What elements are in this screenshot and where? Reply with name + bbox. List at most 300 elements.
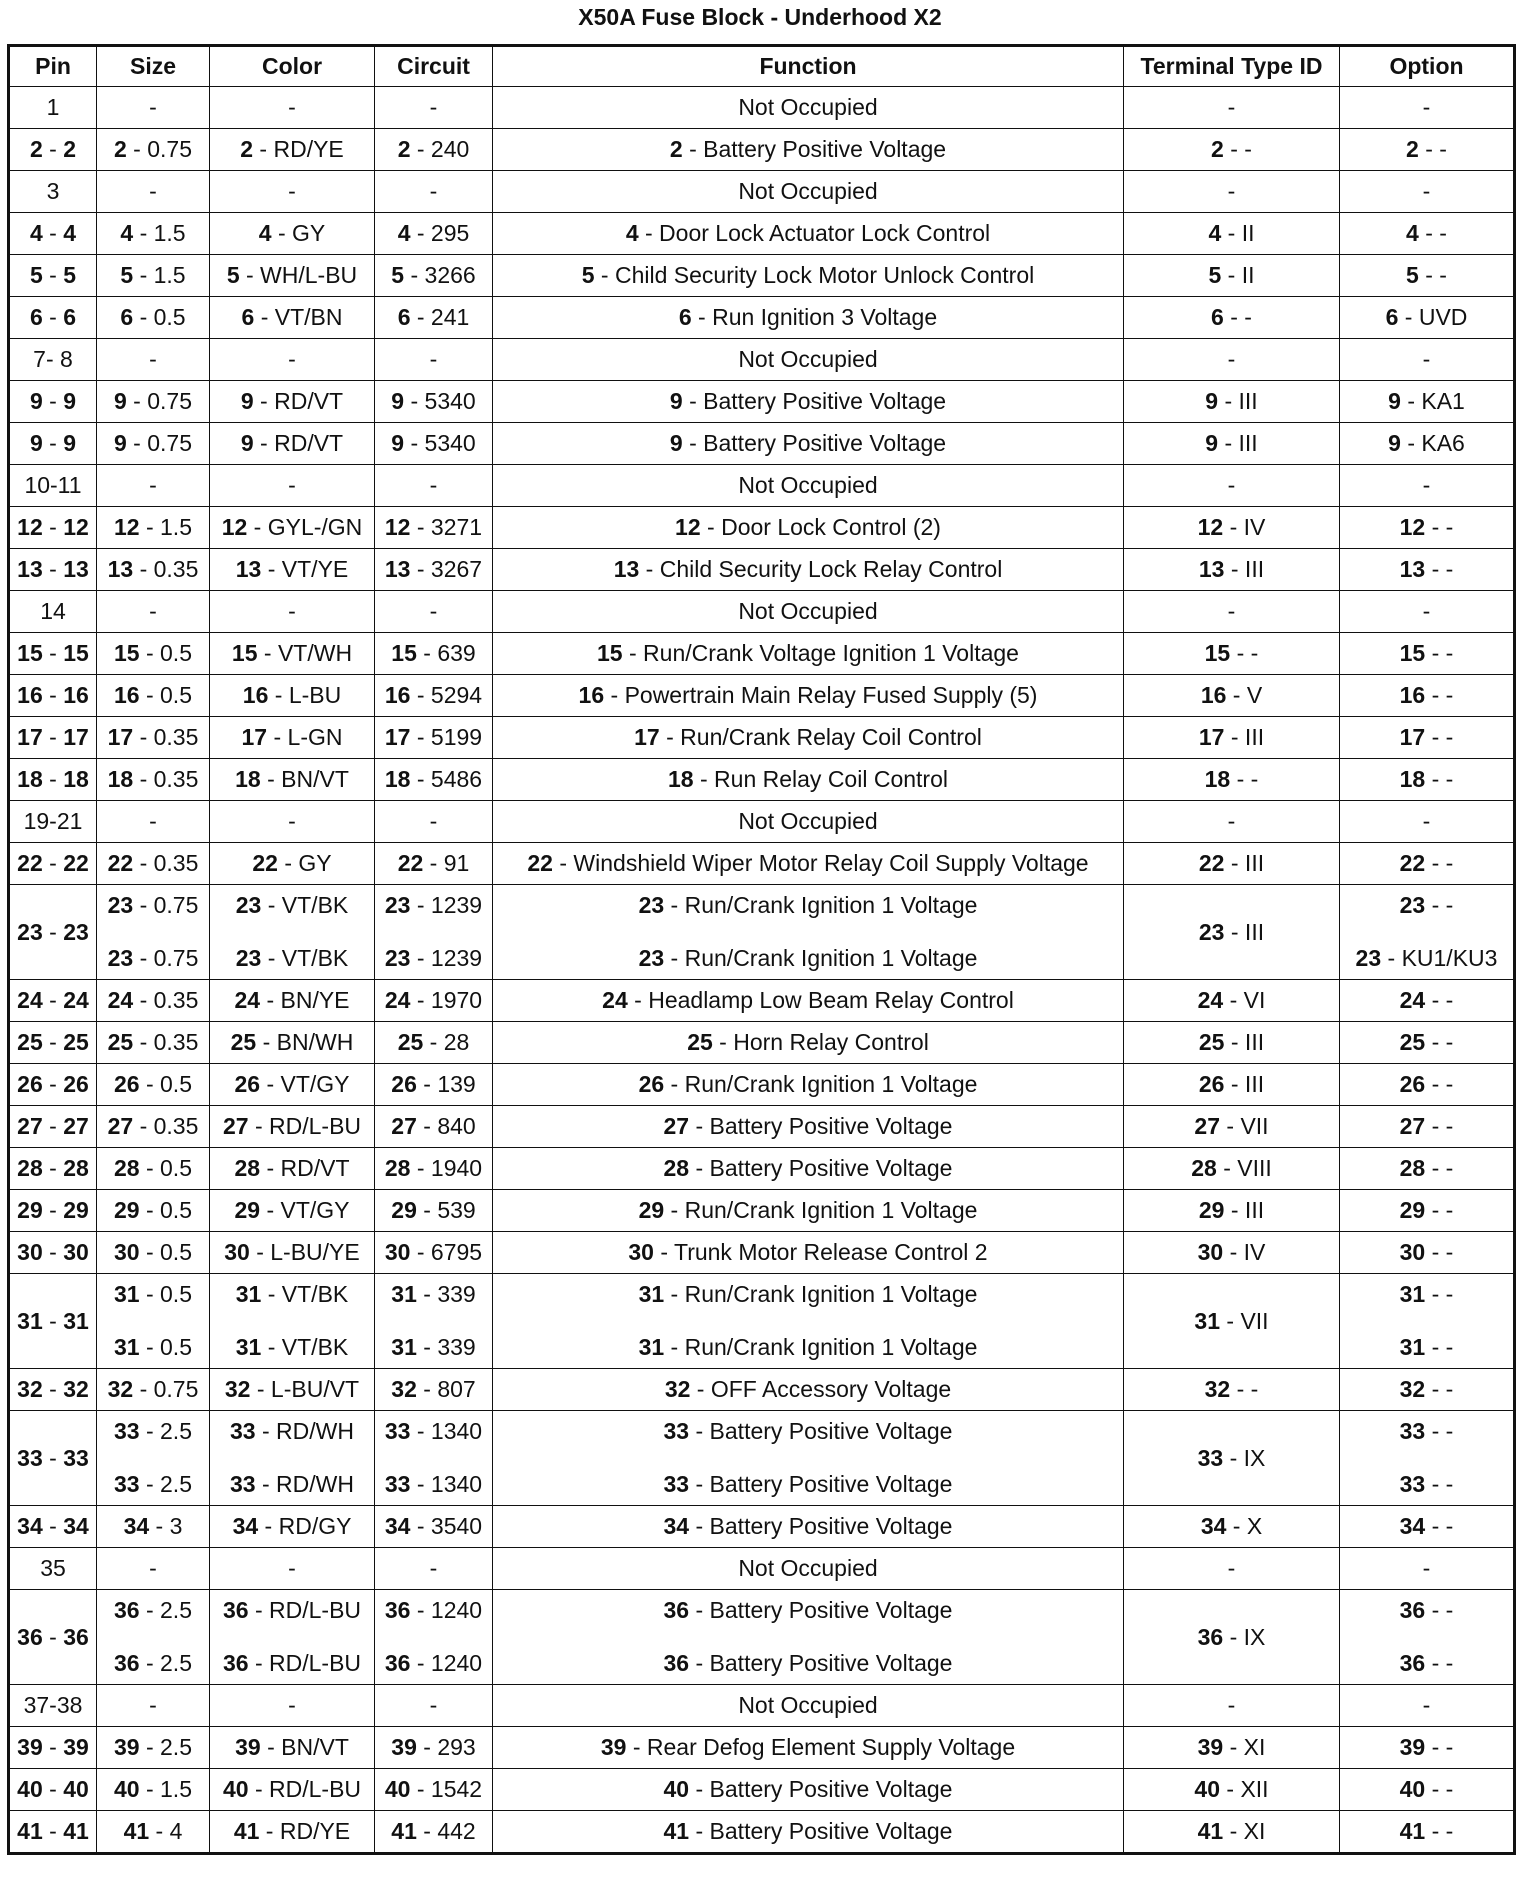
circuit-cell-text: 22 - 91 bbox=[397, 850, 470, 876]
terminal-type-cell bbox=[1124, 507, 1340, 549]
size-cell bbox=[97, 980, 210, 1022]
circuit-cell bbox=[375, 1769, 493, 1811]
size-cell bbox=[97, 759, 210, 801]
circuit-cell-text: 31 - 339 bbox=[391, 1334, 476, 1360]
color-cell-text: 33 - RD/WH bbox=[230, 1418, 354, 1444]
terminal-type-cell-text: 33 - IX bbox=[1197, 1444, 1266, 1471]
function-cell bbox=[493, 1369, 1124, 1411]
function-cell-text: 33 - Battery Positive Voltage bbox=[663, 1471, 953, 1497]
color-cell bbox=[210, 1022, 375, 1064]
function-cell-text: 9 - Battery Positive Voltage bbox=[669, 430, 947, 456]
size-cell-text: 30 - 0.5 bbox=[113, 1239, 192, 1265]
pin-cell bbox=[9, 1232, 97, 1274]
terminal-type-cell-text: - bbox=[1227, 472, 1236, 498]
terminal-type-cell-text: 24 - VI bbox=[1197, 987, 1266, 1013]
function-cell-text: 29 - Run/Crank Ignition 1 Voltage bbox=[638, 1197, 978, 1223]
pin-cell-text: 16 - 16 bbox=[17, 682, 89, 708]
option-cell bbox=[1340, 717, 1515, 759]
color-cell bbox=[210, 801, 375, 843]
size-cell-text: 36 - 2.5 bbox=[113, 1597, 192, 1623]
size-cell bbox=[97, 633, 210, 675]
function-cell bbox=[493, 885, 1124, 980]
color-cell bbox=[210, 1685, 375, 1727]
terminal-type-cell-text: 29 - III bbox=[1198, 1197, 1265, 1223]
circuit-cell-text: 34 - 3540 bbox=[384, 1513, 483, 1539]
function-cell bbox=[493, 549, 1124, 591]
terminal-type-cell-text: 9 - III bbox=[1205, 430, 1258, 456]
color-cell-text: 13 - VT/YE bbox=[235, 556, 349, 582]
terminal-type-cell-text: 13 - III bbox=[1198, 556, 1265, 582]
circuit-cell-text: 31 - 339 bbox=[391, 1281, 476, 1307]
terminal-type-cell-text: 9 - III bbox=[1205, 388, 1258, 414]
size-cell bbox=[97, 1506, 210, 1548]
option-cell bbox=[1340, 255, 1515, 297]
circuit-cell-text: - bbox=[429, 346, 438, 372]
option-cell-text: 9 - KA6 bbox=[1388, 430, 1465, 456]
terminal-type-cell bbox=[1124, 423, 1340, 465]
pin-cell bbox=[9, 633, 97, 675]
color-cell bbox=[210, 591, 375, 633]
table-row bbox=[9, 381, 1515, 423]
pin-cell-text: 34 - 34 bbox=[17, 1513, 89, 1539]
option-cell-text: - bbox=[1422, 94, 1431, 120]
function-cell bbox=[493, 717, 1124, 759]
size-cell-text: 4 - 1.5 bbox=[120, 220, 186, 246]
function-cell-text: 9 - Battery Positive Voltage bbox=[669, 388, 947, 414]
function-cell-text: 13 - Child Security Lock Relay Control bbox=[613, 556, 1003, 582]
table-row bbox=[9, 1274, 1515, 1369]
terminal-type-cell-text: 18 - - bbox=[1204, 766, 1259, 792]
option-cell-text: 31 - - bbox=[1399, 1334, 1454, 1360]
size-cell bbox=[97, 339, 210, 381]
circuit-cell-text: 26 - 139 bbox=[391, 1071, 476, 1097]
size-cell bbox=[97, 801, 210, 843]
size-cell bbox=[97, 885, 210, 980]
terminal-type-cell-text: 6 - - bbox=[1211, 304, 1252, 330]
table-row bbox=[9, 591, 1515, 633]
circuit-cell-text: 16 - 5294 bbox=[384, 682, 483, 708]
color-cell-text: 31 - VT/BK bbox=[235, 1334, 349, 1360]
option-cell-text: 25 - - bbox=[1399, 1029, 1454, 1055]
function-cell-text: 24 - Headlamp Low Beam Relay Control bbox=[602, 987, 1014, 1013]
function-cell-text: 6 - Run Ignition 3 Voltage bbox=[678, 304, 938, 330]
pin-cell bbox=[9, 171, 97, 213]
circuit-cell bbox=[375, 801, 493, 843]
color-cell-text: 28 - RD/VT bbox=[234, 1155, 350, 1181]
pin-cell bbox=[9, 423, 97, 465]
terminal-type-cell-text: - bbox=[1227, 346, 1236, 372]
option-cell bbox=[1340, 1106, 1515, 1148]
circuit-cell bbox=[375, 1148, 493, 1190]
table-row bbox=[9, 1064, 1515, 1106]
function-cell-text: 36 - Battery Positive Voltage bbox=[663, 1597, 953, 1623]
terminal-type-cell-text: 16 - V bbox=[1200, 682, 1263, 708]
color-cell bbox=[210, 1106, 375, 1148]
terminal-type-cell-text: - bbox=[1227, 808, 1236, 834]
size-cell bbox=[97, 1411, 210, 1506]
table-row bbox=[9, 1769, 1515, 1811]
color-cell bbox=[210, 339, 375, 381]
color-cell-text: - bbox=[288, 346, 296, 372]
option-cell-text: 29 - - bbox=[1399, 1197, 1454, 1223]
option-cell-text: 16 - - bbox=[1399, 682, 1454, 708]
color-cell bbox=[210, 87, 375, 129]
option-cell-text: - bbox=[1422, 1692, 1431, 1718]
option-cell-text: - bbox=[1422, 346, 1431, 372]
color-cell bbox=[210, 717, 375, 759]
color-cell-text: 15 - VT/WH bbox=[231, 640, 353, 666]
terminal-type-cell-text: 23 - III bbox=[1198, 918, 1265, 945]
function-cell-text: 12 - Door Lock Control (2) bbox=[675, 514, 941, 540]
circuit-cell-text: 27 - 840 bbox=[391, 1113, 476, 1139]
circuit-cell bbox=[375, 171, 493, 213]
pin-cell-text: 12 - 12 bbox=[17, 514, 89, 540]
terminal-type-cell bbox=[1124, 213, 1340, 255]
option-cell bbox=[1340, 339, 1515, 381]
size-cell-text: 34 - 3 bbox=[123, 1513, 183, 1539]
pin-cell bbox=[9, 1064, 97, 1106]
color-cell-text: - bbox=[288, 94, 296, 120]
terminal-type-cell bbox=[1124, 759, 1340, 801]
terminal-type-cell-text: 27 - VII bbox=[1194, 1113, 1269, 1139]
circuit-cell bbox=[375, 633, 493, 675]
terminal-type-cell bbox=[1124, 980, 1340, 1022]
function-cell-text: 32 - OFF Accessory Voltage bbox=[664, 1376, 952, 1402]
pin-cell bbox=[9, 1590, 97, 1685]
terminal-type-cell bbox=[1124, 1148, 1340, 1190]
function-cell bbox=[493, 171, 1124, 213]
color-cell-text: 36 - RD/L-BU bbox=[222, 1650, 362, 1676]
function-cell-text: 2 - Battery Positive Voltage bbox=[669, 136, 947, 162]
pin-cell-text: 5 - 5 bbox=[29, 262, 77, 288]
pin-cell bbox=[9, 1369, 97, 1411]
option-cell bbox=[1340, 423, 1515, 465]
size-cell-text: 39 - 2.5 bbox=[113, 1734, 192, 1760]
table-row bbox=[9, 717, 1515, 759]
size-cell-text: 5 - 1.5 bbox=[120, 262, 186, 288]
pin-cell-text: 7- 8 bbox=[33, 346, 73, 372]
circuit-cell-text: 13 - 3267 bbox=[384, 556, 483, 582]
terminal-type-cell-text: 26 - III bbox=[1198, 1071, 1265, 1097]
table-row bbox=[9, 885, 1515, 980]
pin-cell-text: 40 - 40 bbox=[17, 1776, 89, 1802]
circuit-cell bbox=[375, 1369, 493, 1411]
option-cell bbox=[1340, 1369, 1515, 1411]
size-cell bbox=[97, 1727, 210, 1769]
pin-cell-text: 4 - 4 bbox=[29, 220, 77, 246]
size-cell bbox=[97, 591, 210, 633]
terminal-type-cell bbox=[1124, 591, 1340, 633]
terminal-type-cell-text: 25 - III bbox=[1198, 1029, 1265, 1055]
terminal-type-cell bbox=[1124, 87, 1340, 129]
terminal-type-cell-text: 32 - - bbox=[1204, 1376, 1259, 1402]
option-cell bbox=[1340, 213, 1515, 255]
color-cell-text: 4 - GY bbox=[258, 220, 326, 246]
terminal-type-cell bbox=[1124, 1022, 1340, 1064]
size-cell bbox=[97, 1274, 210, 1369]
color-cell bbox=[210, 297, 375, 339]
circuit-cell-text: 23 - 1239 bbox=[384, 892, 483, 918]
size-cell-text: 16 - 0.5 bbox=[113, 682, 192, 708]
color-cell-text: - bbox=[288, 1555, 296, 1581]
header-circuit: Circuit bbox=[375, 46, 493, 87]
terminal-type-cell bbox=[1124, 717, 1340, 759]
color-cell bbox=[210, 1411, 375, 1506]
table-row bbox=[9, 465, 1515, 507]
terminal-type-cell bbox=[1124, 1190, 1340, 1232]
color-cell bbox=[210, 1590, 375, 1685]
color-cell-text: 41 - RD/YE bbox=[233, 1818, 351, 1844]
pin-cell bbox=[9, 1106, 97, 1148]
option-cell-text: - bbox=[1422, 598, 1431, 624]
option-cell bbox=[1340, 1685, 1515, 1727]
color-cell-text: 26 - VT/GY bbox=[234, 1071, 350, 1097]
option-cell-text: 39 - - bbox=[1399, 1734, 1454, 1760]
table-row bbox=[9, 1232, 1515, 1274]
option-cell-text: 22 - - bbox=[1399, 850, 1454, 876]
table-row bbox=[9, 980, 1515, 1022]
terminal-type-cell-text: 15 - - bbox=[1204, 640, 1259, 666]
size-cell bbox=[97, 87, 210, 129]
terminal-type-cell bbox=[1124, 297, 1340, 339]
circuit-cell bbox=[375, 591, 493, 633]
circuit-cell bbox=[375, 1274, 493, 1369]
function-cell bbox=[493, 1506, 1124, 1548]
option-cell-text: 32 - - bbox=[1399, 1376, 1454, 1402]
size-cell bbox=[97, 1548, 210, 1590]
color-cell-text: 40 - RD/L-BU bbox=[222, 1776, 362, 1802]
page-title: X50A Fuse Block - Underhood X2 bbox=[578, 4, 942, 30]
circuit-cell bbox=[375, 980, 493, 1022]
function-cell-text: 23 - Run/Crank Ignition 1 Voltage bbox=[638, 892, 978, 918]
size-cell-text: 6 - 0.5 bbox=[120, 304, 186, 330]
option-cell bbox=[1340, 1548, 1515, 1590]
size-cell-text: 9 - 0.75 bbox=[113, 388, 192, 414]
terminal-type-cell-text: 5 - II bbox=[1208, 262, 1255, 288]
size-cell-text: 25 - 0.35 bbox=[107, 1029, 199, 1055]
pin-cell-text: 9 - 9 bbox=[29, 388, 77, 414]
size-cell bbox=[97, 1190, 210, 1232]
function-cell-text: Not Occupied bbox=[738, 598, 878, 624]
pin-cell-text: 26 - 26 bbox=[17, 1071, 89, 1097]
pin-cell-text: 1 bbox=[46, 94, 60, 120]
table-row bbox=[9, 1190, 1515, 1232]
pin-cell bbox=[9, 1769, 97, 1811]
pin-cell-text: 2 - 2 bbox=[29, 136, 77, 162]
color-cell-text: - bbox=[288, 1692, 296, 1718]
color-cell-text: 24 - BN/YE bbox=[234, 987, 350, 1013]
option-cell bbox=[1340, 980, 1515, 1022]
header-terminal-type-id: Terminal Type ID bbox=[1124, 46, 1340, 87]
size-cell bbox=[97, 717, 210, 759]
terminal-type-cell bbox=[1124, 1369, 1340, 1411]
option-cell-text: 2 - - bbox=[1406, 136, 1447, 162]
size-cell-text: 23 - 0.75 bbox=[107, 945, 199, 971]
circuit-cell bbox=[375, 1727, 493, 1769]
pin-cell bbox=[9, 717, 97, 759]
function-cell-text: 25 - Horn Relay Control bbox=[687, 1029, 929, 1055]
option-cell bbox=[1340, 1232, 1515, 1274]
terminal-type-cell bbox=[1124, 1727, 1340, 1769]
pin-cell bbox=[9, 381, 97, 423]
size-cell-text: 13 - 0.35 bbox=[107, 556, 199, 582]
color-cell bbox=[210, 213, 375, 255]
terminal-type-cell bbox=[1124, 801, 1340, 843]
table-row bbox=[9, 255, 1515, 297]
circuit-cell-text: - bbox=[429, 178, 438, 204]
option-cell bbox=[1340, 1727, 1515, 1769]
terminal-type-cell bbox=[1124, 381, 1340, 423]
function-cell bbox=[493, 1274, 1124, 1369]
color-cell-text: - bbox=[288, 472, 296, 498]
circuit-cell bbox=[375, 1190, 493, 1232]
pin-cell bbox=[9, 87, 97, 129]
circuit-cell bbox=[375, 87, 493, 129]
option-cell bbox=[1340, 759, 1515, 801]
color-cell bbox=[210, 1548, 375, 1590]
terminal-type-cell bbox=[1124, 465, 1340, 507]
terminal-type-cell bbox=[1124, 339, 1340, 381]
table-row bbox=[9, 213, 1515, 255]
circuit-cell bbox=[375, 1590, 493, 1685]
color-cell-text: - bbox=[288, 178, 296, 204]
option-cell bbox=[1340, 1190, 1515, 1232]
circuit-cell-text: 9 - 5340 bbox=[391, 430, 476, 456]
function-cell bbox=[493, 297, 1124, 339]
option-cell bbox=[1340, 171, 1515, 213]
function-cell-text: Not Occupied bbox=[738, 178, 878, 204]
function-cell-text: Not Occupied bbox=[738, 1692, 878, 1718]
circuit-cell-text: 33 - 1340 bbox=[384, 1418, 483, 1444]
function-cell-text: 16 - Powertrain Main Relay Fused Supply (5) bbox=[578, 682, 1038, 708]
pin-cell-text: 37-38 bbox=[23, 1692, 83, 1718]
terminal-type-cell-text: 31 - VII bbox=[1194, 1307, 1269, 1334]
pin-cell-text: 32 - 32 bbox=[17, 1376, 89, 1402]
function-cell-text: Not Occupied bbox=[738, 1555, 878, 1581]
function-cell-text: 15 - Run/Crank Voltage Ignition 1 Voltage bbox=[597, 640, 1019, 666]
color-cell-text: 16 - L-BU bbox=[242, 682, 342, 708]
size-cell bbox=[97, 1148, 210, 1190]
circuit-cell bbox=[375, 129, 493, 171]
circuit-cell-text: - bbox=[429, 598, 438, 624]
size-cell-text: 41 - 4 bbox=[123, 1818, 183, 1844]
circuit-cell-text: 40 - 1542 bbox=[384, 1776, 483, 1802]
color-cell bbox=[210, 423, 375, 465]
circuit-cell-text: 18 - 5486 bbox=[384, 766, 483, 792]
color-cell bbox=[210, 1232, 375, 1274]
circuit-cell bbox=[375, 1506, 493, 1548]
function-cell-text: 28 - Battery Positive Voltage bbox=[663, 1155, 953, 1181]
option-cell bbox=[1340, 1590, 1515, 1685]
pin-cell-text: 18 - 18 bbox=[17, 766, 89, 792]
function-cell bbox=[493, 980, 1124, 1022]
terminal-type-cell-text: 22 - III bbox=[1198, 850, 1265, 876]
pin-cell-text: 39 - 39 bbox=[17, 1734, 89, 1760]
color-cell-text: 25 - BN/WH bbox=[230, 1029, 354, 1055]
circuit-cell bbox=[375, 843, 493, 885]
circuit-cell bbox=[375, 1548, 493, 1590]
option-cell-text: 4 - - bbox=[1406, 220, 1447, 246]
pin-cell bbox=[9, 980, 97, 1022]
circuit-cell-text: 41 - 442 bbox=[391, 1818, 476, 1844]
color-cell-text: 34 - RD/GY bbox=[232, 1513, 352, 1539]
circuit-cell-text: 2 - 240 bbox=[397, 136, 470, 162]
circuit-cell bbox=[375, 885, 493, 980]
pin-cell-text: 9 - 9 bbox=[29, 430, 77, 456]
circuit-cell bbox=[375, 297, 493, 339]
circuit-cell-text: - bbox=[429, 808, 438, 834]
function-cell bbox=[493, 1232, 1124, 1274]
size-cell-text: 22 - 0.35 bbox=[107, 850, 199, 876]
pin-cell-text: 41 - 41 bbox=[17, 1818, 89, 1844]
color-cell bbox=[210, 1811, 375, 1854]
size-cell-text: 9 - 0.75 bbox=[113, 430, 192, 456]
function-cell bbox=[493, 507, 1124, 549]
function-cell bbox=[493, 87, 1124, 129]
option-cell-text: 28 - - bbox=[1399, 1155, 1454, 1181]
pin-cell-text: 17 - 17 bbox=[17, 724, 89, 750]
size-cell-text: - bbox=[149, 94, 157, 120]
size-cell-text: 31 - 0.5 bbox=[113, 1334, 192, 1360]
function-cell bbox=[493, 213, 1124, 255]
header-pin: Pin bbox=[9, 46, 97, 87]
circuit-cell-text: 36 - 1240 bbox=[384, 1650, 483, 1676]
option-cell-text: 5 - - bbox=[1406, 262, 1447, 288]
pin-cell-text: 14 bbox=[40, 598, 66, 624]
terminal-type-cell bbox=[1124, 1232, 1340, 1274]
function-cell-text: 39 - Rear Defog Element Supply Voltage bbox=[600, 1734, 1016, 1760]
circuit-cell bbox=[375, 1811, 493, 1854]
table-row bbox=[9, 801, 1515, 843]
color-cell-text: 2 - RD/YE bbox=[240, 136, 344, 162]
circuit-cell-text: - bbox=[429, 1692, 438, 1718]
option-cell-text: 34 - - bbox=[1399, 1513, 1454, 1539]
terminal-type-cell bbox=[1124, 255, 1340, 297]
table-row bbox=[9, 1022, 1515, 1064]
function-cell-text: Not Occupied bbox=[738, 346, 878, 372]
function-cell bbox=[493, 1727, 1124, 1769]
function-cell-text: 41 - Battery Positive Voltage bbox=[663, 1818, 953, 1844]
terminal-type-cell-text: 36 - IX bbox=[1197, 1623, 1266, 1650]
circuit-cell-text: 5 - 3266 bbox=[391, 262, 476, 288]
size-cell bbox=[97, 1232, 210, 1274]
circuit-cell-text: - bbox=[429, 94, 438, 120]
circuit-cell-text: - bbox=[429, 472, 438, 498]
option-cell bbox=[1340, 1274, 1515, 1369]
terminal-type-cell bbox=[1124, 1590, 1340, 1685]
terminal-type-cell bbox=[1124, 549, 1340, 591]
option-cell-text: 40 - - bbox=[1399, 1776, 1454, 1802]
color-cell bbox=[210, 381, 375, 423]
size-cell-text: - bbox=[149, 1555, 157, 1581]
pin-cell bbox=[9, 1190, 97, 1232]
option-cell-text: 17 - - bbox=[1399, 724, 1454, 750]
terminal-type-cell bbox=[1124, 1064, 1340, 1106]
option-cell-text: 36 - - bbox=[1399, 1597, 1454, 1623]
pin-cell bbox=[9, 1022, 97, 1064]
terminal-type-cell bbox=[1124, 1769, 1340, 1811]
pin-cell-text: 3 bbox=[46, 178, 60, 204]
table-row bbox=[9, 843, 1515, 885]
size-cell-text: 33 - 2.5 bbox=[113, 1418, 192, 1444]
option-cell-text: 13 - - bbox=[1399, 556, 1454, 582]
size-cell-text: - bbox=[149, 808, 157, 834]
size-cell-text: 28 - 0.5 bbox=[113, 1155, 192, 1181]
function-cell bbox=[493, 1148, 1124, 1190]
fuse-block-table bbox=[7, 44, 1516, 1855]
option-cell bbox=[1340, 1811, 1515, 1854]
pin-cell bbox=[9, 1274, 97, 1369]
